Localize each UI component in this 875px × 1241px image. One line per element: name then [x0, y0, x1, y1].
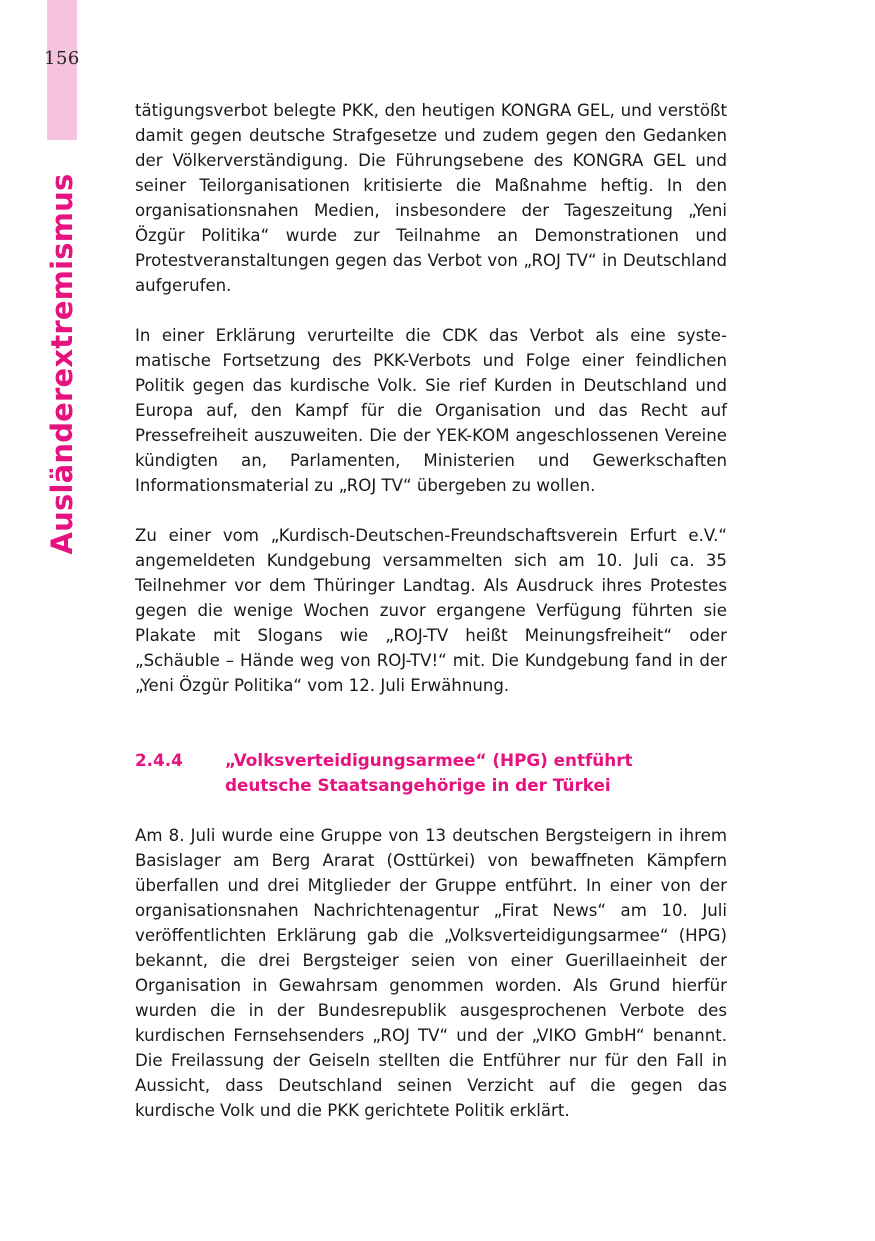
section-heading — [135, 748, 727, 798]
paragraph-3: Zu einer vom „Kurdisch-Deutschen-Freundschaftsverein Erfurt e.V.“ angemeldeten Kundgebung versammelten sich am 10. Juli ca. 35 Teilnehmer vor dem Thüringer Landtag. Als Ausdruck ihres Protestes gegen die wenige Wochen zuvor ergangene Verfügung führten sie Plakate mit Slogans wie „ROJ-TV heißt Meinungsfreiheit“ oder „Schäuble – Hände weg von ROJ-TV!“ mit. Die Kundgebung fand in der „Yeni Özgür Politika“ vom 12. Juli Erwähnung. — [135, 526, 727, 695]
section-title-line-2: deutsche Staatsangehörige in der Türkei — [225, 775, 611, 795]
paragraph-1: tätigungsverbot belegte PKK, den heutigen KONGRA GEL, und verstößt damit gegen deutsche Strafgesetze und zudem gegen den Gedanken der Völkerverständigung. Die Führungsebene des KONGRA GEL und seiner Teilorganisationen kritisierte die Maßnahme heftig. In den organisationsnahen Medien, insbesondere der Tageszeitung „Yeni Özgür Politika“ wurde zur Teilnahme an Demonstrationen und Protestveranstaltungen gegen das Verbot von „ROJ TV“ in Deutschland aufgerufen. — [135, 101, 727, 295]
page-number: 156 — [44, 48, 80, 69]
section-title-line-1: „Volksverteidigungsarmee“ (HPG) entführt — [225, 750, 633, 770]
page-body — [135, 98, 727, 1123]
chapter-tab-marker — [47, 0, 77, 140]
section-paragraph: Am 8. Juli wurde eine Gruppe von 13 deutschen Bergsteigern in ihrem Basislager am Berg Ararat (Osttürkei) von bewaffneten Kämpfern überfallen und drei Mitglieder der Gruppe entführt. In einer von der organisationsnahen Nachrichtenagentur „Firat News“ am 10. Juli veröffentlichten Erklärung gab die „Volksverteidigungsarmee“ (HPG) bekannt, die drei Bergsteiger seien von einer Guerillaeinheit der Organisation in Gewahrsam genommen worden. Als Grund hierfür wurden die in der Bundesrepublik ausgesprochenen Verbote des kurdischen Fernsehsenders „ROJ TV“ und der „VIKO GmbH“ benannt. Die Freilassung der Geiseln stellten die Entführer nur für den Fall in Aussicht, dass Deutschland seinen Verzicht auf die gegen das kurdische Volk und die PKK gerichtete Politik erklärt. — [135, 826, 727, 1120]
chapter-title: Ausländerextremismus — [45, 173, 79, 555]
section-number: 2.4.4 — [135, 750, 183, 770]
paragraph-2: In einer Erklärung verurteilte die CDK das Verbot als eine systematische Fortsetzung des PKK-Verbots und Folge einer feindlichen Politik gegen das kurdische Volk. Sie rief Kurden in Deutschland und Europa auf, den Kampf für die Organisation und das Recht auf Pressefreiheit auszuweiten. Die der YEK-KOM angeschlossenen Vereine kündigten an, Parlamenten, Ministerien und Gewerkschaften Informationsmaterial zu „ROJ TV“ übergeben zu wollen. — [135, 326, 727, 495]
section-title — [225, 748, 727, 798]
